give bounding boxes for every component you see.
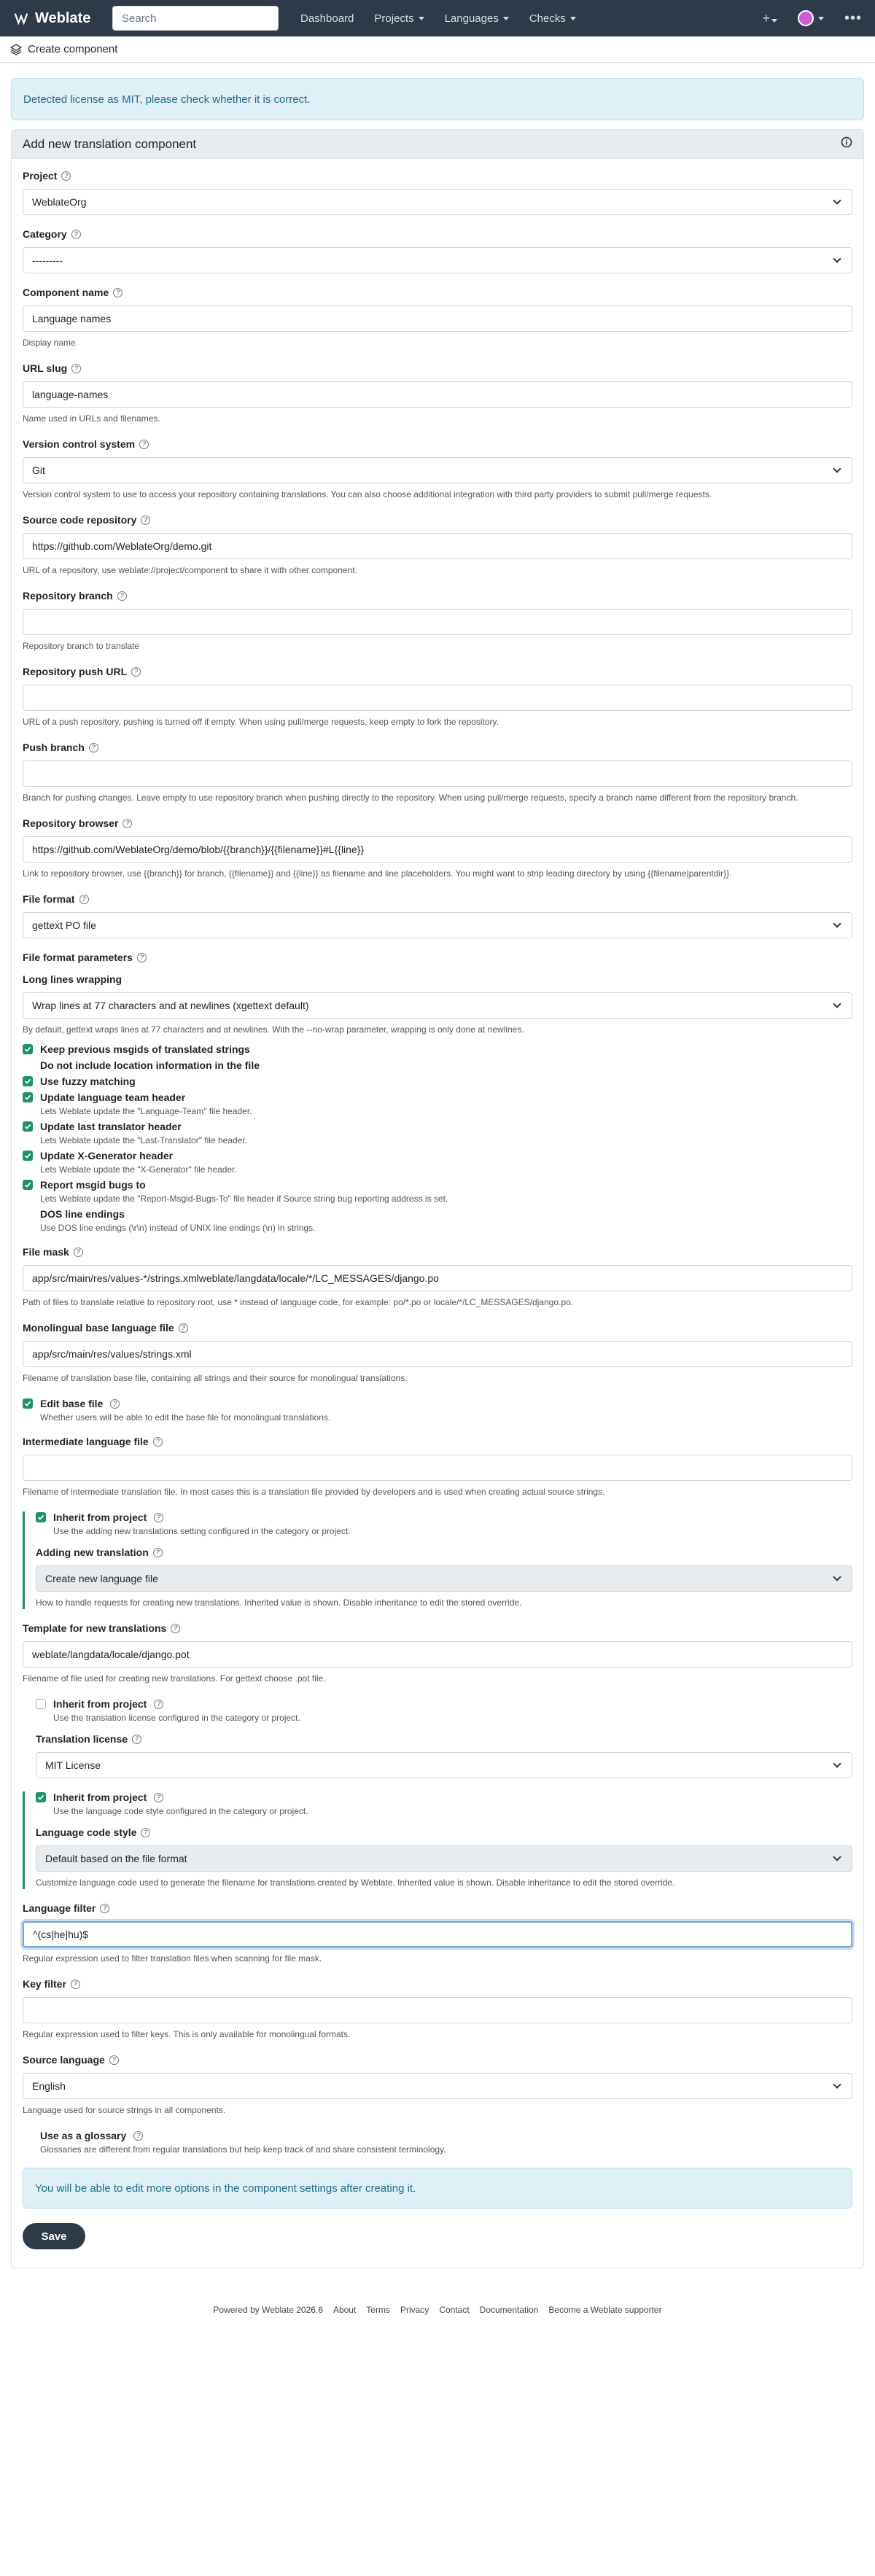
caret-down-icon [419,17,424,20]
inherit-new-translation-block [23,1511,852,1609]
nav-checks[interactable]: Checks [529,12,576,25]
intermediate-help: Filename of intermediate translation file. In most cases this is a translation file provided by developers and is used when creating actual source strings. [23,1487,605,1497]
vcs-help: Version control system to use to access your repository containing translations. You can also choose additional integration with third party providers to submit pull/merge requests. [23,489,712,499]
source-language-help: Language used for source strings in all components. [23,2105,226,2115]
nav-projects[interactable]: Projects [374,12,424,25]
key-filter-group [23,1978,852,2041]
intermediate-input[interactable] [23,1455,852,1481]
category-label: Category [23,228,67,240]
caret-down-icon [570,17,576,20]
format-option[interactable] [23,1059,852,1071]
source-repo-input[interactable]: https://github.com/WeblateOrg/demo.git [23,533,852,559]
file-format-params-label: File format parameters [23,952,133,963]
format-option[interactable] [23,1150,852,1161]
chevron-down-icon [833,464,841,472]
glossary-help: Glossaries are different from regular translations but help keep track of and share consistent terminology. [40,2144,446,2155]
url-slug-label: URL slug [23,362,68,374]
adding-new-select[interactable]: Create new language file [36,1565,852,1592]
help-icon[interactable]: ? [109,2055,119,2065]
chevron-down-icon [833,1000,841,1008]
push-branch-label: Push branch [23,742,85,753]
mono-base-help: Filename of translation base file, containing all strings and their source for monolingual translations. [23,1373,408,1383]
footer-powered[interactable]: Powered by Weblate 2026.6 [213,2305,323,2315]
push-url-group [23,666,852,728]
intermediate-label: Intermediate language file [23,1436,149,1447]
vcs-select[interactable]: Git [23,457,852,483]
format-option-label: Use fuzzy matching [40,1075,136,1087]
format-option[interactable] [23,1208,852,1220]
checkbox-checked-icon[interactable] [23,1180,33,1190]
mono-base-group [23,1322,852,1385]
chevron-down-icon [833,1759,841,1767]
url-slug-group [23,362,852,425]
repo-browser-help: Link to repository browser, use {{branch}} for branch, {{filename}} and {{line}} as filename and line placeholders. You might want to strip leading directory by using {{filename|parentdir}}. [23,868,732,879]
add-component-panel [11,129,864,2268]
format-option-help: Use DOS line endings (\r\n) instead of UNIX line endings (\n) in strings. [40,1223,316,1233]
panel-title: Add new translation component [23,136,197,151]
url-slug-help: Name used in URLs and filenames. [23,413,160,424]
format-option[interactable] [23,1092,852,1103]
nav-dashboard[interactable]: Dashboard [300,12,354,25]
category-group [23,228,852,273]
format-option[interactable] [23,1121,852,1132]
checkbox-checked-icon[interactable] [23,1121,33,1132]
file-format-group [23,893,852,938]
chevron-down-icon [833,196,841,204]
plus-icon: + [762,10,770,26]
source-repo-label: Source code repository [23,514,137,526]
help-icon[interactable]: ? [61,171,71,181]
repo-browser-group [23,817,852,880]
format-option[interactable] [23,1179,852,1191]
format-option-label: Update X-Generator header [40,1150,174,1161]
language-filter-input[interactable]: ^(cs|he|hu)$ [23,1921,852,1947]
key-filter-help: Regular expression used to filter keys. This is only available for monolingual formats. [23,2029,351,2039]
source-language-label: Source language [23,2054,105,2066]
wrap-select[interactable]: Wrap lines at 77 characters and at newlines (xgettext default) [23,992,852,1019]
chevron-down-icon [833,254,841,262]
edit-base-label: Edit base file [40,1398,104,1409]
inherit-new-checkbox[interactable] [36,1512,46,1522]
inherit-new-label: Inherit from project [53,1511,147,1523]
adding-new-help: How to handle requests for creating new translations. Inherited value is shown. Disable inheritance to edit the stored override. [36,1598,522,1608]
key-filter-input[interactable] [23,1997,852,2023]
file-mask-group [23,1246,852,1309]
repo-browser-label: Repository browser [23,817,119,829]
help-icon[interactable]: ? [131,667,141,677]
nav-languages[interactable]: Languages [445,12,509,25]
file-mask-input[interactable]: app/src/main/res/values-*/strings.xmlweblate/langdata/locale/*/LC_MESSAGES/django.po [23,1265,852,1291]
help-icon[interactable]: ? [71,230,81,239]
inherit-code-label: Inherit from project [53,1791,147,1803]
help-icon[interactable]: ? [171,1624,180,1633]
caret-down-icon [503,17,509,20]
help-icon[interactable]: ? [71,364,81,373]
help-icon[interactable]: ? [132,1735,141,1744]
format-option-label: Report msgid bugs to [40,1179,146,1191]
adding-new-label: Adding new translation [36,1546,149,1558]
footer-about[interactable]: About [332,2305,357,2315]
file-format-label: File format [23,893,75,905]
language-filter-group [23,1902,852,1965]
format-option-help: Lets Weblate update the "Language-Team" file header. [40,1106,252,1116]
caret-down-icon [818,17,824,20]
search-input[interactable]: Search [112,6,279,31]
more-options-alert: You will be able to edit more options in the component settings after creating it. [23,2168,852,2209]
help-icon[interactable]: ? [141,1828,150,1837]
glossary-label: Use as a glossary [40,2130,127,2141]
language-filter-label: Language filter [23,1902,96,1914]
footer-privacy[interactable]: Privacy [400,2305,429,2315]
footer-contact[interactable]: Contact [439,2305,470,2315]
template-new-group [23,1622,852,1685]
inherit-license-block [23,1698,852,1778]
file-format-select[interactable]: gettext PO file [23,912,852,938]
chevron-down-icon [833,919,841,927]
help-icon[interactable]: ? [79,895,89,904]
inherit-license-help: Use the translation license configured in the category or project. [53,1713,300,1723]
help-icon[interactable]: ? [154,1513,163,1522]
help-icon[interactable]: ? [154,1700,163,1709]
edit-base-group [23,1398,852,1423]
repo-branch-input[interactable] [23,609,852,635]
vcs-label: Version control system [23,438,136,450]
help-icon[interactable]: ? [100,1904,109,1913]
language-filter-help: Regular expression used to filter translation files when scanning for file mask. [23,1953,322,1964]
save-button[interactable]: Save [23,2223,85,2249]
source-repo-group [23,514,852,577]
help-icon[interactable]: ? [154,1793,163,1802]
user-menu-button[interactable] [798,10,824,26]
chevron-down-icon [833,1573,841,1581]
inherit-license-label: Inherit from project [53,1698,147,1710]
template-new-label: Template for new translations [23,1622,167,1634]
format-option-help: Lets Weblate update the "X-Generator" file header. [40,1164,237,1175]
chevron-down-icon [833,2080,841,2088]
glossary-checkbox[interactable] [23,2131,33,2141]
footer-documentation[interactable]: Documentation [479,2305,539,2315]
push-url-help: URL of a push repository, pushing is turned off if empty. When using pull/merge requests, keep empty to fork the repository. [23,717,499,727]
component-name-help: Display name [23,338,76,348]
file-mask-help: Path of files to translate relative to repository root, use * instead of language code, for example: po/*.po or locale/*/LC_MESSAGES/django.po. [23,1297,574,1307]
push-branch-input[interactable] [23,760,852,787]
file-mask-label: File mask [23,1246,69,1258]
help-icon[interactable]: ? [74,1248,83,1257]
glossary-group [23,2130,852,2155]
inherit-code-checkbox[interactable] [36,1792,46,1802]
category-select[interactable]: --------- [23,247,852,273]
brand-name: Weblate [35,9,91,26]
wrap-label: Long lines wrapping [23,973,122,985]
checkbox-checked-icon[interactable] [23,1044,33,1054]
more-menu-icon[interactable]: ••• [844,9,862,26]
wrap-help: By default, gettext wraps lines at 77 characters and at newlines. With the --no-wrap parameter, wrapping is only done at newlines. [23,1024,524,1035]
format-option-help: Lets Weblate update the "Report-Msgid-Bugs-To" file header if Source string bug reporting address is set. [40,1194,448,1204]
help-icon[interactable]: ? [137,953,147,962]
brand-link[interactable] [13,10,112,27]
license-alert: Detected license as MIT, please check whether it is correct. [11,78,864,120]
template-new-input[interactable]: weblate/langdata/locale/django.pot [23,1641,852,1668]
mono-base-label: Monolingual base language file [23,1322,174,1334]
push-url-label: Repository push URL [23,666,128,677]
add-menu-button[interactable] [762,11,777,26]
format-option-help: Lets Weblate update the "Last-Translator" file header. [40,1135,248,1145]
inherit-code-style-block [23,1791,852,1889]
license-select[interactable]: MIT License [36,1752,852,1778]
help-icon[interactable]: ? [113,288,122,297]
url-slug-input[interactable]: language-names [23,381,852,408]
help-icon[interactable]: ? [153,1437,163,1447]
help-icon[interactable]: ? [141,515,150,525]
push-branch-help: Branch for pushing changes. Leave empty to use repository branch when pushing directly to the repository. When using pull/merge requests, specify a branch name different from the repository branch. [23,793,798,803]
key-filter-label: Key filter [23,1978,66,1990]
help-icon[interactable]: ? [71,1980,80,1989]
project-select[interactable]: WeblateOrg [23,189,852,215]
project-label: Project [23,170,58,182]
info-icon[interactable] [841,136,852,152]
caret-down-icon [771,19,777,23]
file-format-params-group [23,952,852,1233]
repo-branch-help: Repository branch to translate [23,641,140,651]
weblate-logo-icon [13,10,29,26]
repo-browser-input[interactable]: https://github.com/WeblateOrg/demo/blob/{{branch}}/{{filename}}#L{{line}} [23,836,852,863]
avatar [798,10,814,26]
inherit-license-checkbox[interactable] [36,1699,46,1709]
component-name-label: Component name [23,287,109,298]
page-title: Create component [28,43,118,55]
edit-base-help: Whether users will be able to edit the base file for monolingual translations. [40,1412,331,1423]
inherit-code-help: Use the language code style configured in the category or project. [53,1806,308,1816]
code-style-label: Language code style [36,1826,137,1838]
edit-base-checkbox[interactable] [23,1398,33,1409]
vcs-group [23,438,852,501]
template-new-help: Filename of file used for creating new translations. For gettext choose .pot file. [23,1673,326,1684]
intermediate-group [23,1436,852,1498]
help-icon[interactable]: ? [153,1548,163,1557]
source-repo-help: URL of a repository, use weblate://project/component to share it with other component. [23,565,357,575]
help-icon[interactable]: ? [179,1323,188,1333]
project-group [23,170,852,215]
component-icon [10,44,22,55]
help-icon[interactable]: ? [133,2131,143,2141]
help-icon[interactable]: ? [122,819,132,828]
format-options-list [23,1043,852,1233]
footer [11,2305,864,2315]
code-style-help: Customize language code used to generate the filename for translations created by Weblate. Inherited value is shown. Disable inheritance to edit the stored override. [36,1877,675,1888]
repo-branch-label: Repository branch [23,590,113,602]
format-option[interactable] [23,1075,852,1087]
push-url-input[interactable] [23,685,852,711]
component-name-input[interactable]: Language names [23,306,852,332]
format-option-label: DOS line endings [40,1208,125,1220]
panel-header [12,130,863,159]
format-option[interactable] [23,1043,852,1055]
format-option-label: Update last translator header [40,1121,182,1132]
inherit-new-help: Use the adding new translations setting configured in the category or project. [53,1526,351,1536]
format-option-label: Do not include location information in the file [40,1059,260,1071]
license-label: Translation license [36,1733,128,1745]
top-navbar [0,0,875,36]
checkbox-checked-icon[interactable] [23,1076,33,1086]
format-option-label: Keep previous msgids of translated strings [40,1043,250,1055]
footer-supporter[interactable]: Become a Weblate supporter [548,2305,662,2315]
help-icon[interactable]: ? [139,440,149,449]
breadcrumb [0,36,875,63]
checkbox-checked-icon[interactable] [23,1092,33,1102]
repo-branch-group [23,590,852,653]
push-branch-group [23,742,852,804]
source-language-select[interactable]: English [23,2073,852,2099]
format-option-label: Update language team header [40,1092,186,1103]
chevron-down-icon [833,1853,841,1861]
help-icon[interactable]: ? [117,591,127,601]
checkbox-checked-icon[interactable] [23,1151,33,1161]
help-icon[interactable]: ? [89,743,98,752]
mono-base-input[interactable]: app/src/main/res/values/strings.xml [23,1341,852,1367]
footer-terms[interactable]: Terms [366,2305,390,2315]
help-icon[interactable]: ? [110,1399,120,1409]
component-name-group [23,287,852,349]
source-language-group [23,2054,852,2117]
code-style-select[interactable]: Default based on the file format [36,1845,852,1872]
